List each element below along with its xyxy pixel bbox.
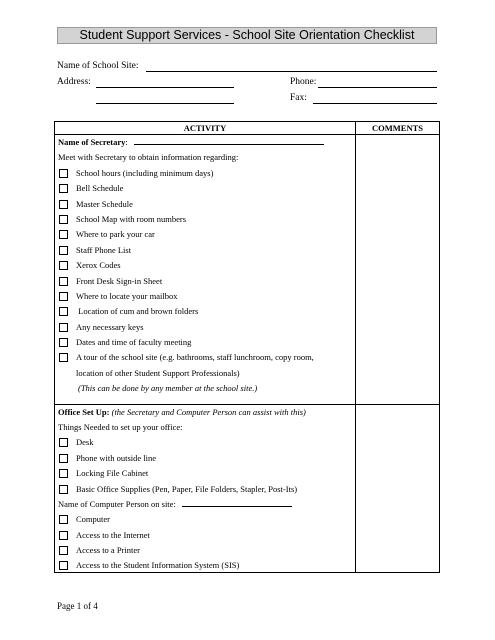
checkbox[interactable]	[59, 200, 68, 209]
checkbox[interactable]	[59, 169, 68, 178]
secretary-intro: Meet with Secretary to obtain information regarding:	[58, 152, 239, 163]
office-intro: Things Needed to set up your office:	[58, 422, 183, 433]
list-item: Where to locate your mailbox	[55, 289, 355, 304]
checkbox[interactable]	[59, 307, 68, 316]
checkbox[interactable]	[59, 184, 68, 193]
computer-person-row	[55, 497, 355, 512]
list-item: Access to a Printer	[55, 543, 355, 558]
activity-cell	[55, 404, 356, 572]
fax-field[interactable]	[313, 103, 437, 104]
list-item: Dates and time of faculty meeting	[55, 335, 355, 350]
secretary-label: Name of Secretary	[58, 137, 126, 147]
checkbox[interactable]	[59, 438, 68, 447]
office-setup-label: Office Set Up	[58, 406, 107, 417]
page-number: Page 1 of 4	[57, 601, 98, 611]
checkbox[interactable]	[59, 485, 68, 494]
checkbox[interactable]	[59, 215, 68, 224]
school-site-label: Name of School Site:	[57, 61, 139, 71]
office-setup-heading: Office Set Up: (the Secretary and Computer Person can assist with this)	[58, 406, 306, 417]
address-field-line-2[interactable]	[96, 103, 234, 104]
list-item: Location of cum and brown folders	[55, 304, 355, 319]
checkbox[interactable]	[59, 546, 68, 555]
checkbox[interactable]	[59, 230, 68, 239]
list-item: Access to the Internet	[55, 528, 355, 543]
secretary-name-row: Name of Secretary:	[55, 135, 355, 150]
computer-person-label: Name of Computer Person on site:	[58, 498, 176, 509]
office-setup-note: (the Secretary and Computer Person can assist with this)	[111, 406, 306, 417]
address-field[interactable]	[96, 87, 234, 88]
list-item: Computer	[55, 512, 355, 527]
checkbox[interactable]	[59, 469, 68, 478]
comments-cell[interactable]	[356, 135, 440, 405]
list-item: Master Schedule	[55, 197, 355, 212]
checkbox[interactable]	[59, 246, 68, 255]
phone-label: Phone:	[290, 77, 317, 87]
activity-header: ACTIVITY	[55, 122, 356, 135]
school-site-field[interactable]	[146, 71, 437, 72]
comments-cell[interactable]	[356, 404, 440, 572]
list-item: Front Desk Sign-in Sheet	[55, 274, 355, 289]
list-item: Locking File Cabinet	[55, 466, 355, 481]
checkbox[interactable]	[59, 353, 68, 362]
list-item: School Map with room numbers	[55, 212, 355, 227]
checkbox[interactable]	[59, 261, 68, 270]
checkbox[interactable]	[59, 454, 68, 463]
checkbox[interactable]	[59, 338, 68, 347]
list-item: Where to park your car	[55, 227, 355, 242]
list-item: A tour of the school site (e.g. bathrooms, staff lunchroom, copy room,	[55, 350, 355, 365]
section-secretary	[55, 135, 440, 405]
checkbox[interactable]	[59, 323, 68, 332]
checkbox[interactable]	[59, 561, 68, 570]
list-item: Any necessary keys	[55, 320, 355, 335]
computer-person-field[interactable]	[182, 498, 292, 507]
address-label: Address:	[57, 77, 91, 87]
list-item: Bell Schedule	[55, 181, 355, 196]
list-item: Desk	[55, 435, 355, 450]
activity-cell	[55, 135, 356, 405]
fax-label: Fax:	[290, 93, 307, 103]
comments-header: COMMENTS	[356, 122, 440, 135]
secretary-name-field[interactable]	[134, 136, 324, 145]
checkbox[interactable]	[59, 531, 68, 540]
checkbox[interactable]	[59, 277, 68, 286]
tour-continuation: location of other Student Support Professionals)	[76, 367, 240, 378]
list-item: Basic Office Supplies (Pen, Paper, File Folders, Stapler, Post-Its)	[55, 482, 355, 497]
list-item: Xerox Codes	[55, 258, 355, 273]
section-note: (This can be done by any member at the school site.)	[78, 383, 258, 394]
list-item: School hours (including minimum days)	[55, 166, 355, 181]
phone-field[interactable]	[318, 87, 437, 88]
checklist-table	[54, 121, 440, 573]
checkbox[interactable]	[59, 292, 68, 301]
page-title: Student Support Services - School Site Orientation Checklist	[57, 27, 437, 44]
list-item: Phone with outside line	[55, 451, 355, 466]
section-office-setup	[55, 404, 440, 572]
list-item: Access to the Student Information System (SIS)	[55, 559, 355, 572]
checkbox[interactable]	[59, 515, 68, 524]
list-item: Staff Phone List	[55, 243, 355, 258]
